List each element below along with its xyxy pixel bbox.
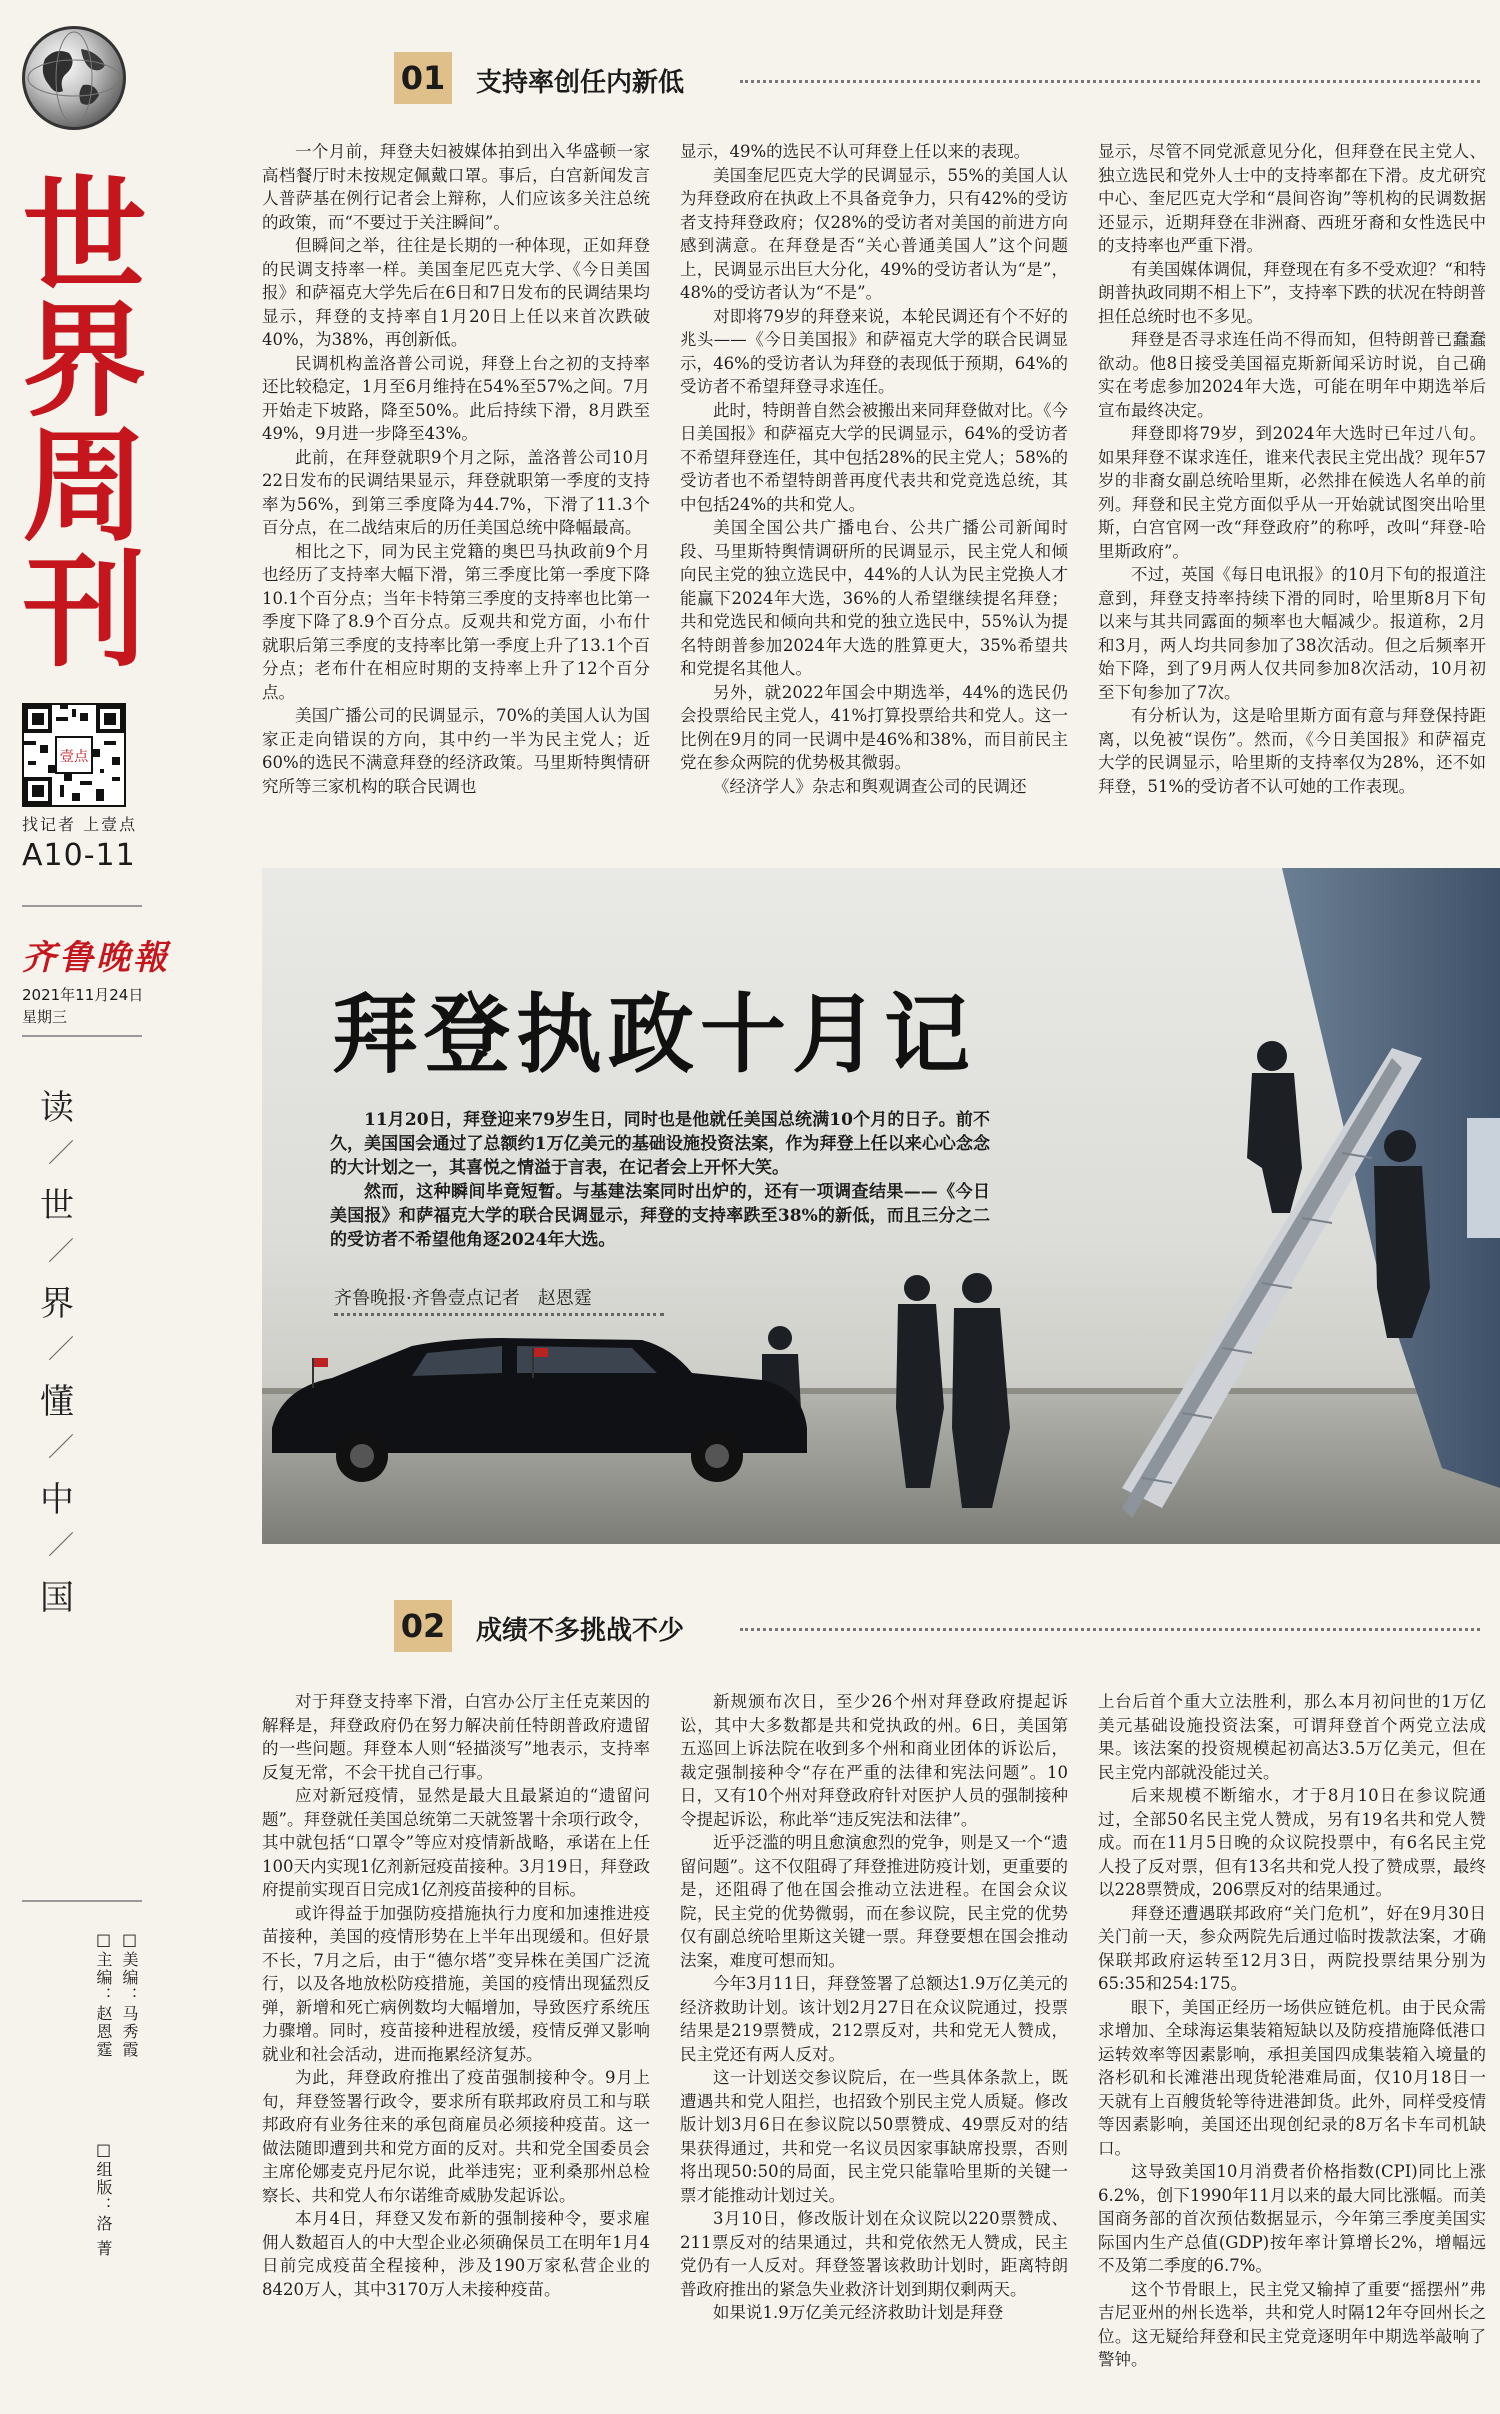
qr-caption: 找记者 上壹点 (22, 815, 138, 834)
section-title: 成绩不多挑战不少 (476, 1616, 685, 1646)
article-paragraph: 美国全国公共广播电台、公共广播公司新闻时段、马里斯特舆情调研所的民调显示，民主党人和倾向民主党的独立选民中，44%的人认为民主党换人才能赢下2024年大选，36%的人希望继续提名拜登；共和党选民和倾向共和党的独立选民中，55%认为提名特朗普参加2024年大选的胜算更大，35%希望共和党提名其他人。 (680, 518, 1068, 678)
article-paragraph: 显示，尽管不同党派意见分化，但拜登在民主党人、独立选民和党外人士中的支持率都在下滑。皮尤研究中心、奎尼匹克大学和“晨间咨询”等机构的民调数据还显示，近期拜登在非洲裔、西班牙裔和女性选民中的支持率也严重下滑。 (1098, 142, 1486, 255)
article-paragraph: 美国奎尼匹克大学的民调显示，55%的美国人认为拜登政府在执政上不具备竞争力，只有42%的受访者支持拜登政府；仅28%的受访者对美国的前进方向感到满意。在拜登是否“关心普通美国人”这个问题上，民调显示出巨大分化，49%的受访者认为“是”，48%的受访者认为“不是”。 (680, 165, 1068, 302)
article-paragraph: 但瞬间之举，往往是长期的一种体现，正如拜登的民调支持率一样。美国奎尼匹克大学、《今日美国报》和萨福克大学先后在6日和7日发布的民调结果均显示，拜登的支持率自1月20日上任以来首次跌破40%，为38%，再创新低。 (262, 236, 650, 349)
article-paragraph: 应对新冠疫情，显然是最大且最紧迫的“遗留问题”。拜登就任美国总统第二天就签署十余项行政令，其中就包括“口罩令”等应对疫情新战略，承诺在上任100天内实现1亿剂新冠疫苗接种。3月19日，拜登政府提前实现百日完成1亿剂疫苗接种的目标。 (262, 1786, 650, 1899)
slogan-char: 界 (40, 1284, 74, 1324)
article-paragraph: 或许得益于加强防疫措施执行力度和加速推进疫苗接种，美国的疫情形势在上半年出现缓和。但好景不长，7月之后，由于“德尔塔”变异株在美国广泛流行，以及各地放松防疫措施，美国的疫情出现猛烈反弹，新增和死亡病例数均大幅增加，导致医疗系统压力骤增。同时，疫苗接种进程放缓，疫情反弹又影响就业和社会活动，进而拖累经济复苏。 (262, 1903, 650, 2064)
article-paragraph: 新规颁布次日，至少26个州对拜登政府提起诉讼，其中大多数都是共和党执政的州。6日，美国第五巡回上诉法院在收到多个州和商业团体的诉讼后，裁定强制接种令“存在严重的法律和宪法问题”。10日，又有10个州对拜登政府针对医护人员的强制接种令提起诉讼，称此举“违反宪法和法律”。 (680, 1692, 1068, 1829)
article-paragraph: 拜登即将79岁，到2024年大选时已年过八旬。如果拜登不谋求连任，谁来代表民主党出战？现年57岁的非裔女副总统哈里斯，必然排在候选人名单的前列。拜登和民主党方面似乎从一开始就试图突出哈里斯，白宫官网一改“拜登政府”的称呼，改叫“拜登-哈里斯政府”。 (1098, 424, 1486, 561)
article-paragraph: 这个节骨眼上，民主党又输掉了重要“摇摆州”弗吉尼亚州的州长选举，共和党人时隔12年夺回州长之位。这无疑给拜登和民主党竞逐明年中期选举敲响了警钟。 (1098, 2279, 1486, 2369)
article-paragraph: 《经济学人》杂志和舆观调查公司的民调还 (713, 776, 1027, 796)
slogan-separator: ／ (48, 1237, 75, 1267)
slogan-char: 懂 (40, 1382, 74, 1422)
slogan-separator: ／ (48, 1433, 75, 1463)
article-column (262, 140, 650, 830)
page-number: A10-11 (22, 838, 136, 873)
article-paragraph: 这一计划送交参议院后，在一些具体条款上，既遭遇共和党人阻拦，也招致个别民主党人质疑。修改版计划3月6日在参议院以50票赞成、49票反对的结果获得通过，共和党一名议员因家事缺席投票，否则将出现50:50的局面，民主党只能靠哈里斯的关键一票才能推动计划过关。 (680, 2068, 1068, 2205)
feature-headline: 拜登执政十月记 (332, 984, 976, 1085)
credit-proofreader: □组版：洛 菁 (94, 2140, 113, 2259)
article-paragraph: 不过，英国《每日电讯报》的10月下旬的报道注意到，拜登支持率持续下滑的同时，哈里斯8月下旬以来与其共同露面的频率也大幅减少。报道称，2月和3月，两人均共同参加了38次活动。但之后频率开始下降，到了9月两人仅共同参加8次活动，10月初至下旬参加了7次。 (1098, 565, 1486, 702)
article-column (680, 140, 1068, 830)
masthead-char-3: 周 (22, 415, 147, 559)
article-paragraph: 如果说1.9万亿美元经济救助计划是拜登 (713, 2303, 1004, 2322)
section-rule (740, 1628, 1480, 1631)
feature-lead (330, 1108, 990, 1252)
lead-paragraph: 11月20日，拜登迎来79岁生日，同时也是他就任美国总统满10个月的日子。前不久，美国国会通过了总额约1万亿美元的基础设施投资法案，作为拜登上任以来心心念念的大计划之一，其喜悦之情溢于言表，在记者会上开怀大笑。 (330, 1110, 990, 1178)
article-column (1098, 1690, 1486, 2402)
newspaper-name: 齐鲁晚報 (22, 938, 170, 978)
section-number: 02 (394, 1600, 452, 1652)
article-paragraph: 拜登还遭遇联邦政府“关门危机”，好在9月30日关门前一天，参众两院先后通过临时拨款法案，才确保联邦政府运转至12月3日，两院投票结果分别为65:35和254:175。 (1098, 1903, 1486, 1993)
article-paragraph: 一个月前，拜登夫妇被媒体拍到出入华盛顿一家高档餐厅时未按规定佩戴口罩。事后，白宫新闻发言人普萨基在例行记者会上辩称，人们应该多关注总统的政策，而“不要过于关注瞬间”。 (262, 142, 650, 232)
article-paragraph: 3月10日，修改版计划在众议院以220票赞成、211票反对的结果通过，共和党依然无人赞成，民主党仍有一人反对。拜登签署该救助计划时，距离特朗普政府推出的紧急失业救济计划到期仅剩两天。 (680, 2209, 1068, 2299)
article-paragraph: 上台后首个重大立法胜利，那么本月初问世的1万亿美元基础设施投资法案，可谓拜登首个两党立法成果。该法案的投资规模起初高达3.5万亿美元，但在民主党内部就没能过关。 (1098, 1692, 1486, 1782)
article-paragraph: 对即将79岁的拜登来说，本轮民调还有个不好的兆头——《今日美国报》和萨福克大学的联合民调显示，46%的受访者认为拜登的表现低于预期，64%的受访者不希望拜登寻求连任。 (680, 306, 1068, 396)
globe-logo (22, 26, 126, 130)
article-paragraph: 拜登是否寻求连任尚不得而知，但特朗普已蠢蠢欲动。他8日接受美国福克斯新闻采访时说，自己确实在考虑参加2024年大选，可能在明年中期选举后宣布最终决定。 (1098, 330, 1486, 420)
article-paragraph: 此时，特朗普自然会被搬出来同拜登做对比。《今日美国报》和萨福克大学的民调显示，64%的受访者不希望拜登连任，其中包括28%的民主党人；58%的受访者也不希望特朗普再度代表共和党竞选总统，其中包括24%的共和党人。 (680, 400, 1068, 514)
slogan-char: 中 (40, 1480, 74, 1520)
qr-code[interactable] (22, 703, 126, 807)
article-paragraph: 有分析认为，这是哈里斯方面有意与拜登保持距离，以免被“误伤”。然而，《今日美国报》和萨福克大学的民调显示，哈里斯的支持率仅为28%，还不如拜登，51%的受访者不认可她的工作表现。 (1098, 706, 1486, 796)
article-paragraph: 另外，就2022年国会中期选举，44%的选民仍会投票给民主党人，41%打算投票给共和党人。这一比例在9月的同一民调中是46%和38%，而目前民主党在参众两院的优势极其微弱。 (680, 682, 1068, 772)
qr-badge: 壹点 (59, 749, 89, 765)
article-column (1098, 140, 1486, 830)
article-paragraph: 眼下，美国正经历一场供应链危机。由于民众需求增加、全球海运集装箱短缺以及防疫措施降低港口运转效率等因素影响，承担美国四成集装箱入境量的洛杉矶和长滩港出现货轮港难局面，仅10月18日一天就有上百艘货轮等待进港卸货。此外，同样受疫情等因素影响，美国还出现创纪录的8万名卡车司机缺口。 (1098, 1997, 1486, 2158)
article-column (680, 1690, 1068, 2402)
divider (22, 1035, 142, 1037)
article-paragraph: 对于拜登支持率下滑，白宫办公厅主任克莱因的解释是，拜登政府仍在努力解决前任特朗普政府遗留的一些问题。拜登本人则“轻描淡写”地表示，支持率反复无常，不会干扰自己行事。 (262, 1692, 650, 1782)
article-paragraph: 今年3月11日，拜登签署了总额达1.9万亿美元的经济救助计划。该计划2月27日在众议院通过，投票结果是219票赞成，212票反对，共和党无人赞成，民主党还有两人反对。 (680, 1974, 1068, 2064)
byline-rule (334, 1313, 664, 1316)
feature-photo (262, 868, 1500, 1544)
issue-weekday: 星期三 (22, 1008, 68, 1026)
article-paragraph: 相比之下，同为民主党籍的奥巴马执政前9个月也经历了支持率大幅下滑，第三季度比第一季度下降10.1个百分点；当年卡特第三季度的支持率也比第一季度下降了8.9个百分点。反观共和党方面，小布什就职后第三季度的支持率比第一季度上升了13.1个百分点；老布什在相应时期的支持率上升了12个百分点。 (262, 541, 650, 702)
article-column (262, 1690, 650, 2402)
slogan-char: 读 (40, 1088, 74, 1128)
byline: 齐鲁晚报·齐鲁壹点记者 赵恩霆 (334, 1288, 592, 1309)
lead-paragraph: 然而，这种瞬间毕竟短暂。与基建法案同时出炉的，还有一项调查结果——《今日美国报》和萨福克大学的联合民调显示，拜登的支持率跌至38%的新低，而且三分之二的受访者不希望他角逐2024年大选。 (330, 1182, 990, 1250)
divider (22, 1900, 142, 1902)
section-number: 01 (394, 52, 452, 104)
article-paragraph: 此前，在拜登就职9个月之际，盖洛普公司10月22日发布的民调结果显示，拜登就职第一季度的支持率为56%，到第三季度降为44.7%，下滑了11.3个百分点，在二战结束后的历任美国总统中降幅最高。 (262, 447, 650, 537)
article-paragraph: 有美国媒体调侃，拜登现在有多不受欢迎？“和特朗普执政同期不相上下”，支持率下跌的状况在特朗普担任总统时也不多见。 (1098, 259, 1486, 326)
article-paragraph: 这导致美国10月消费者价格指数(CPI)同比上涨6.2%，创下1990年11月以来的最大同比涨幅。而美国商务部的首次预估数据显示，今年第三季度美国实际国内生产总值(GDP)按年率计算增长2%，增幅远不及第二季度的6.7%。 (1098, 2162, 1486, 2275)
slogan-separator: ／ (48, 1139, 75, 1169)
credit-designer: □美编：马秀霞 (120, 1930, 139, 2059)
credit-editor: □主编：赵恩霆 (94, 1930, 113, 2059)
slogan-separator: ／ (48, 1531, 75, 1561)
slogan-separator: ／ (48, 1335, 75, 1365)
article-paragraph: 美国广播公司的民调显示，70%的美国人认为国家正走向错误的方向，其中约一半为民主党人；近60%的选民不满意拜登的经济政策。马里斯特舆情研究所等三家机构的联合民调也 (262, 706, 650, 796)
article-paragraph: 为此，拜登政府推出了疫苗强制接种令。9月上旬，拜登签署行政令，要求所有联邦政府员工和与联邦政府有业务往来的承包商雇员必须接种疫苗。这一做法随即遭到共和党方面的反对。共和党全国委员会主席伦娜麦克丹尼尔说，此举违宪；亚利桑那州总检察长、共和党人布尔诺维奇威胁发起诉讼。 (262, 2068, 650, 2205)
article-paragraph: 近乎泛滥的明且愈演愈烈的党争，则是又一个“遗留问题”。这不仅阻碍了拜登推进防疫计划，更重要的是，还阻碍了他在国会推动立法进程。在国会众议院，民主党的优势微弱，而在参议院，民主党的优势仅有副总统哈里斯这关键一票。拜登要想在国会推动法案，难度可想而知。 (680, 1833, 1068, 1970)
article-paragraph: 本月4日，拜登又发布新的强制接种令，要求雇佣人数超百人的中大型企业必须确保员工在明年1月4日前完成疫苗全程接种，涉及190万家私营企业的8420万人，其中3170万人未接种疫苗。 (262, 2209, 650, 2299)
masthead-char-1: 世 (22, 165, 147, 309)
masthead-char-4: 刊 (22, 540, 147, 684)
masthead-char-2: 界 (22, 290, 147, 434)
section-title: 支持率创任内新低 (476, 68, 685, 98)
section-rule (740, 80, 1480, 83)
article-paragraph: 后来规模不断缩水，才于8月10日在参议院通过，全部50名民主党人赞成，另有19名共和党人赞成。而在11月5日晚的众议院投票中，有6名民主党人投了反对票，但有13名共和党人投了赞成票，最终以228票赞成，206票反对的结果通过。 (1098, 1786, 1486, 1899)
article-paragraph: 显示，49%的选民不认可拜登上任以来的表现。 (680, 142, 1031, 161)
slogan-char: 国 (40, 1578, 74, 1618)
slogan-char: 世 (40, 1186, 74, 1226)
issue-date: 2021年11月24日 (22, 986, 144, 1004)
divider (22, 905, 142, 907)
article-paragraph: 民调机构盖洛普公司说，拜登上台之初的支持率还比较稳定，1月至6月维持在54%至57%之间。7月开始走下坡路，降至50%。此后持续下滑，8月跌至49%，9月进一步降至43%。 (262, 353, 650, 443)
